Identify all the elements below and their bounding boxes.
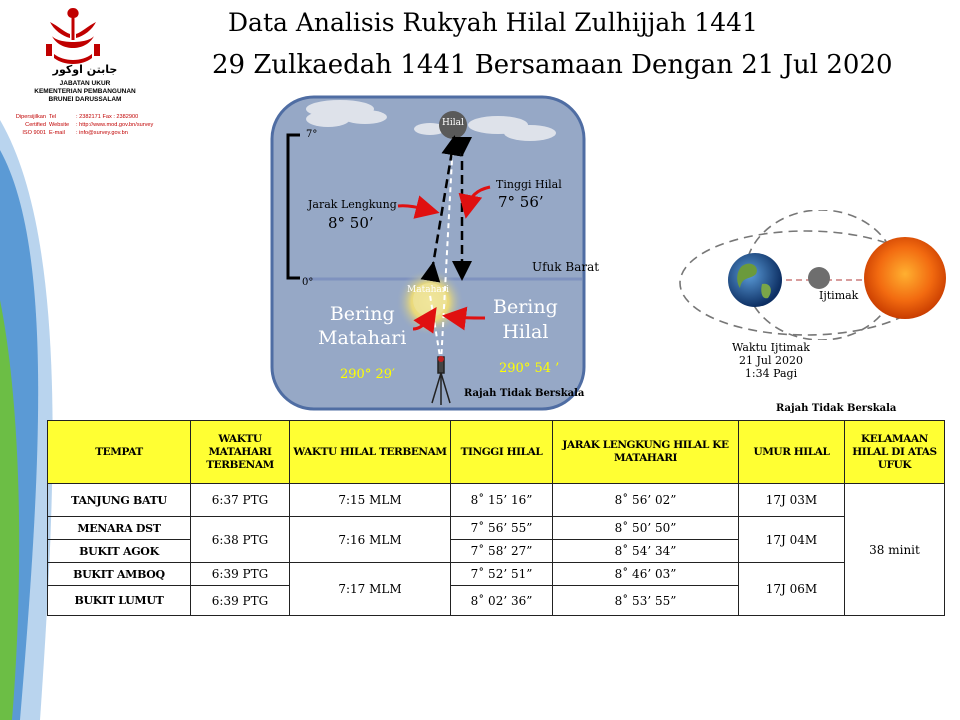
cell-waktu-hilal: 7:17 MLM — [290, 563, 451, 616]
cell-tinggi: 8˚ 02’ 36” — [451, 586, 553, 616]
earth-icon — [728, 253, 782, 307]
page-title: Data Analisis Rukyah Hilal Zulhijjah 1441 — [228, 8, 758, 37]
jarak-lengkung-value: 8° 50’ — [328, 214, 374, 232]
cell-jarak: 8˚ 46’ 03” — [553, 563, 739, 586]
cell-umur: 17J 03M — [739, 484, 845, 517]
jarak-lengkung-label: Jarak Lengkung — [308, 198, 397, 211]
cell-jarak: 8˚ 50’ 50” — [553, 517, 739, 540]
cell-jarak: 8˚ 53’ 55” — [553, 586, 739, 616]
bering-matahari-label: Bering Matahari — [318, 303, 407, 349]
cell-umur: 17J 06M — [739, 563, 845, 616]
cell-jarak: 8˚ 56’ 02” — [553, 484, 739, 517]
matahari-label: Matahari — [407, 285, 449, 295]
orbit-scale-note: Rajah Tidak Berskala — [776, 403, 897, 414]
cell-tempat: BUKIT AMBOQ — [48, 563, 191, 586]
header-waktu-matahari: WAKTU MATAHARI TERBENAM — [191, 421, 290, 484]
bering-hilal-label: Bering Hilal — [493, 296, 558, 343]
crest-logo — [38, 4, 108, 66]
cell-tempat: MENARA DST — [48, 517, 191, 540]
cell-waktu-matahari: 6:39 PTG — [191, 563, 290, 586]
cell-tempat: BUKIT LUMUT — [48, 586, 191, 616]
header-jarak-lengkung: JARAK LENGKUNG HILAL KE MATAHARI — [553, 421, 739, 484]
cell-kelamaan: 38 minit — [845, 484, 945, 616]
header-umur-hilal: UMUR HILAL — [739, 421, 845, 484]
cell-waktu-hilal: 7:16 MLM — [290, 517, 451, 563]
ijtimak-label: Ijtimak — [819, 289, 859, 302]
bering-matahari-value: 290° 29′ — [340, 367, 395, 382]
contact-line: ISO 9001 E-mail : info@survey.gov.bn — [22, 130, 128, 136]
cell-waktu-matahari: 6:39 PTG — [191, 586, 290, 616]
table-row — [48, 563, 945, 586]
org-name-line: KEMENTERIAN PEMBANGUNAN — [34, 88, 136, 95]
tinggi-hilal-label: Tinggi Hilal — [496, 178, 562, 191]
hilal-label: Hilal — [442, 118, 464, 128]
cell-waktu-matahari: 6:38 PTG — [191, 517, 290, 563]
org-name-line: BRUNEI DARUSSALAM — [48, 96, 122, 103]
header-tinggi-hilal: TINGGI HILAL — [451, 421, 553, 484]
cell-tinggi: 7˚ 52’ 51” — [451, 563, 553, 586]
hilal-data-table — [47, 420, 945, 616]
moon-icon — [808, 267, 830, 289]
tinggi-hilal-value: 7° 56’ — [498, 193, 544, 211]
cell-tinggi: 8˚ 15’ 16” — [451, 484, 553, 517]
degree-top-label: 7° — [306, 129, 318, 140]
cell-waktu-hilal: 7:15 MLM — [290, 484, 451, 517]
waktu-ijtimak: Waktu Ijtimak — [732, 341, 810, 354]
cell-umur: 17J 04M — [739, 517, 845, 563]
cell-waktu-matahari: 6:37 PTG — [191, 484, 290, 517]
page-subtitle: 29 Zulkaedah 1441 Bersamaan Dengan 21 Jul 2020 — [212, 50, 893, 80]
degree-bottom-label: 0° — [302, 277, 314, 288]
sighting-diagram — [270, 95, 600, 411]
org-name-jawi: جابتن اوكور — [52, 63, 118, 76]
bering-hilal-value: 290° 54 ’ — [499, 361, 560, 376]
contact-line: Dipersijilkan Tel : 2382171 Fax : 2382900 — [15, 114, 139, 120]
org-name-line: JABATAN UKUR — [59, 80, 111, 87]
cell-tempat: TANJUNG BATU — [48, 484, 191, 517]
table-row — [48, 484, 945, 517]
ijtimak-orbit-diagram — [676, 210, 960, 354]
cell-tempat: BUKIT AGOK — [48, 540, 191, 563]
sun-icon — [864, 237, 946, 319]
cell-jarak: 8˚ 54’ 34” — [553, 540, 739, 563]
header-waktu-hilal: WAKTU HILAL TERBENAM — [290, 421, 451, 484]
header-kelamaan: KELAMAAN HILAL DI ATAS UFUK — [845, 421, 945, 484]
cell-tinggi: 7˚ 56’ 55” — [451, 517, 553, 540]
scale-note: Rajah Tidak Berskala — [464, 388, 585, 399]
header-tempat: TEMPAT — [48, 421, 191, 484]
table-row — [48, 517, 945, 540]
contact-line: Certified Website : http://www.mod.gov.bn/survey — [25, 122, 154, 128]
waktu-ijtimak-detail: 21 Jul 2020 1:34 Pagi — [739, 354, 803, 380]
ufuk-barat-label: Ufuk Barat — [532, 260, 600, 274]
cell-tinggi: 7˚ 58’ 27” — [451, 540, 553, 563]
